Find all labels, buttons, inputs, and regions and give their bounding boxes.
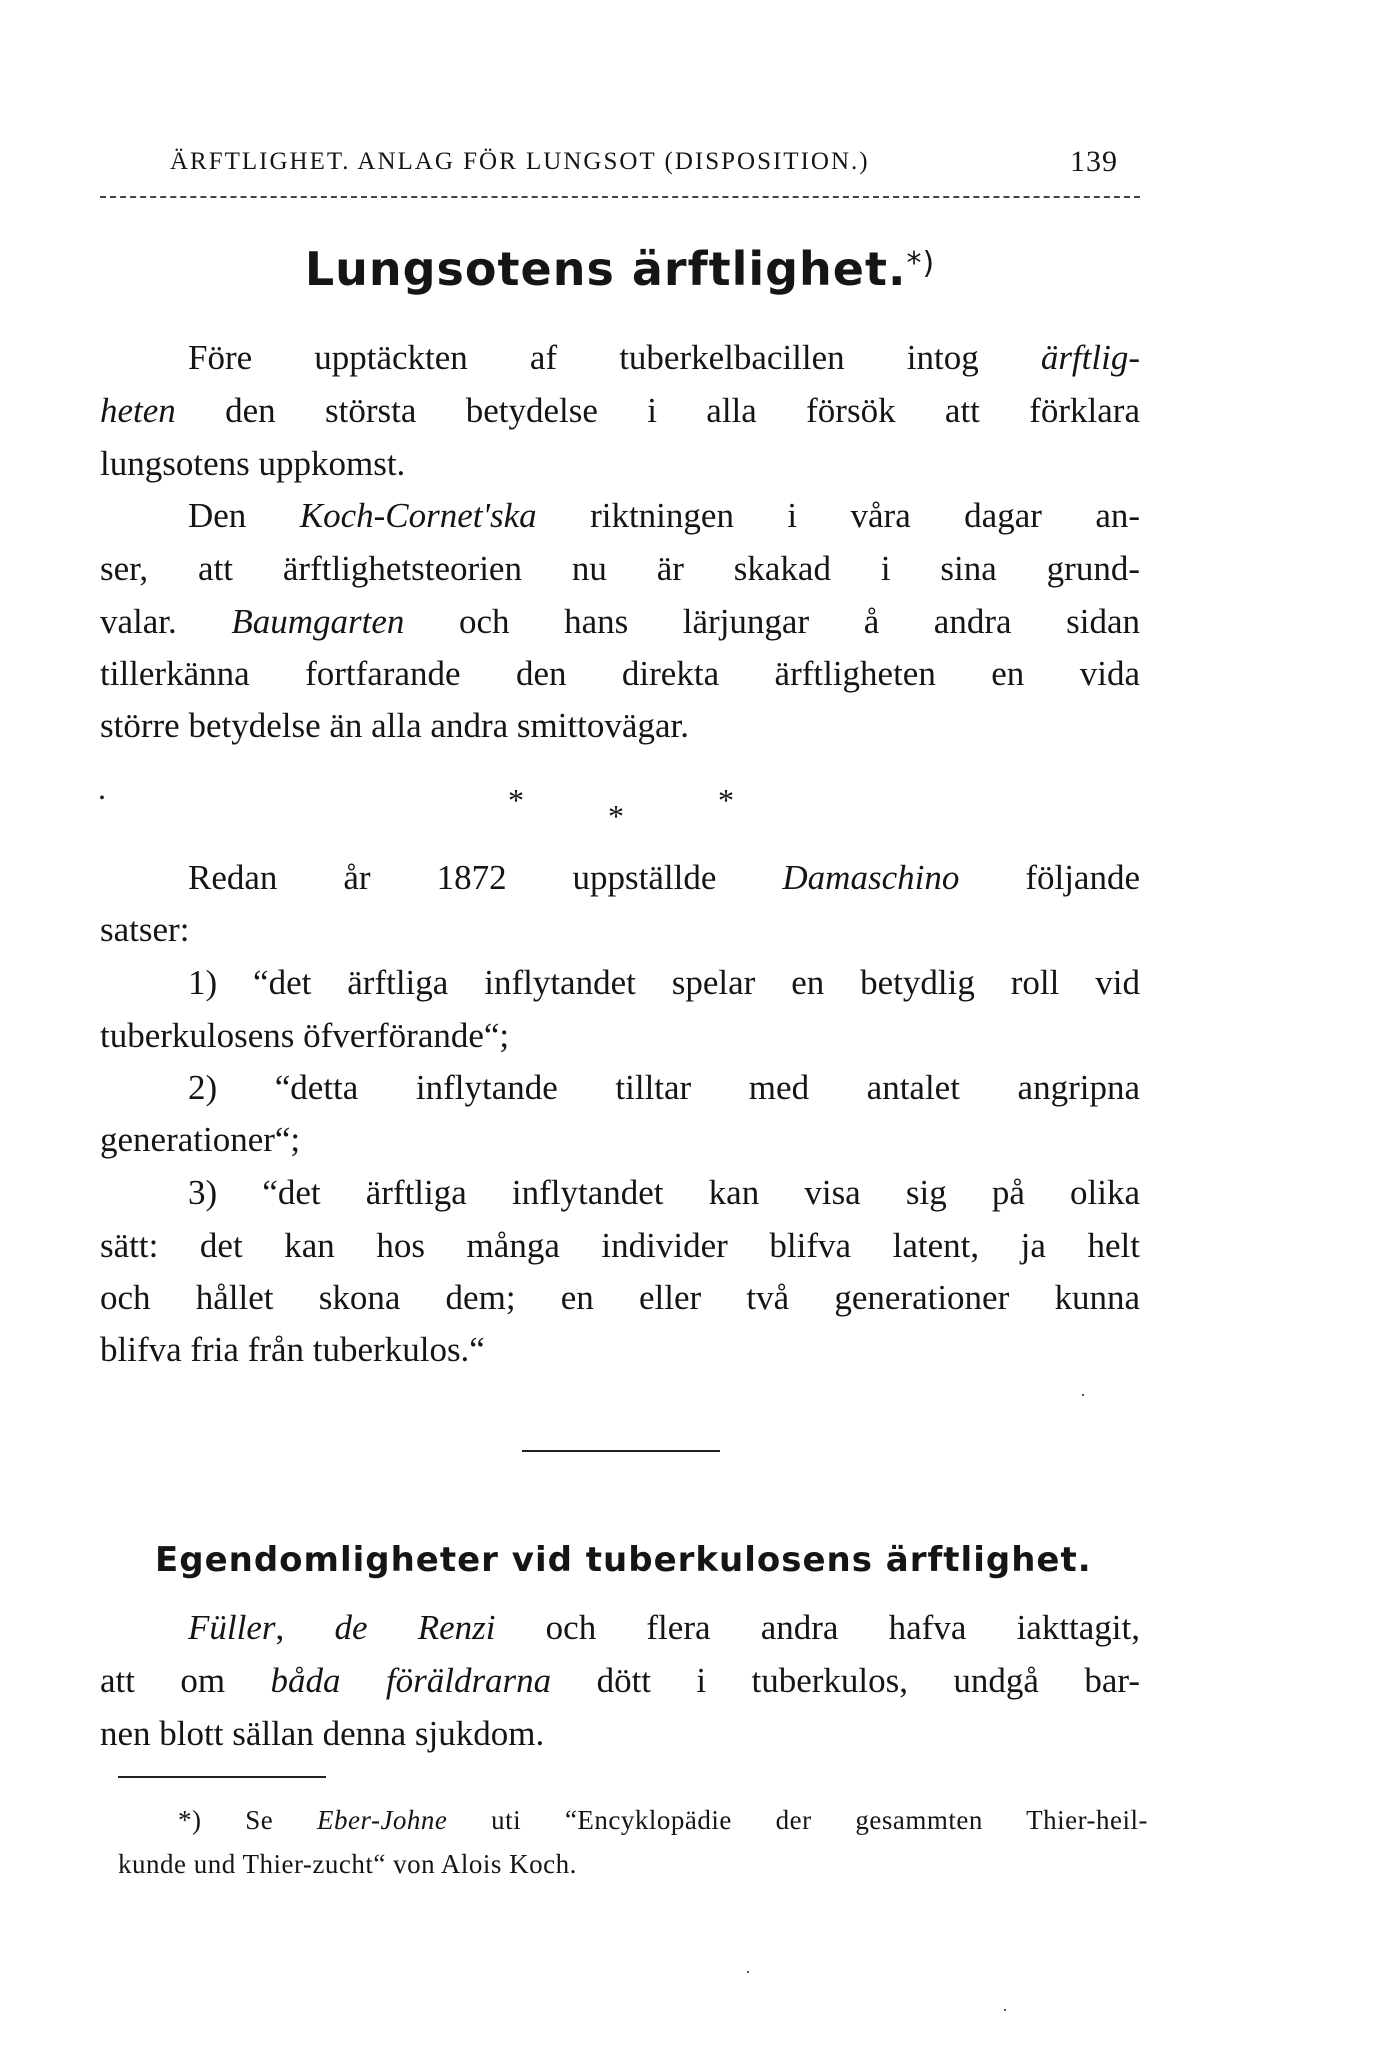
text-run: Den bbox=[188, 496, 300, 535]
text-line bbox=[100, 498, 1140, 533]
text-line bbox=[100, 1122, 1140, 1157]
footnote-mark: *) bbox=[178, 1805, 202, 1835]
text-run: ser, att ärftlighetsteorien nu är skakad i sina grund- bbox=[100, 549, 1140, 588]
section-title-egendomligheter: Egendomligheter vid tuberkulosens ärftlighet. bbox=[155, 1540, 1092, 1580]
text-line bbox=[100, 656, 1140, 691]
section-title-lungsotens bbox=[0, 242, 1240, 296]
text-line bbox=[100, 604, 1140, 639]
text-run: generationer“; bbox=[100, 1120, 301, 1159]
text-run: uti “Encyklopädie der gesammten Thier-heil- bbox=[447, 1805, 1148, 1835]
italic-term: ärftlig- bbox=[1040, 338, 1140, 377]
running-head bbox=[170, 145, 1170, 178]
text-run: nen blott sällan denna sjukdom. bbox=[100, 1714, 545, 1753]
text-run: lungsotens uppkomst. bbox=[100, 444, 406, 483]
asterism-star: * bbox=[608, 798, 624, 834]
footnote-line bbox=[118, 1805, 1148, 1836]
text-line bbox=[100, 708, 1140, 743]
text-run: riktningen i våra dagar an- bbox=[536, 496, 1141, 535]
text-run: att om bbox=[100, 1661, 271, 1700]
text-run: den största betydelse i alla försök att förklara bbox=[175, 391, 1140, 430]
header-rule bbox=[100, 196, 1140, 198]
text-run: Se bbox=[201, 1805, 318, 1835]
text-line bbox=[100, 1716, 1140, 1751]
text-run: 3) “det ärftliga inflytandet kan visa sig på olika bbox=[188, 1173, 1140, 1212]
text-run: tillerkänna fortfarande den direkta ärftligheten en vida bbox=[100, 654, 1140, 693]
list-item-1 bbox=[100, 965, 1140, 1000]
text-run: kunde und Thier-zucht“ von Alois Koch. bbox=[118, 1849, 577, 1879]
text-line bbox=[100, 1332, 1140, 1367]
italic-name: Koch-Cornet'ska bbox=[299, 496, 537, 535]
italic-term: båda föräldrarna bbox=[270, 1661, 552, 1700]
text-run: tuberkulosens öfverförande“; bbox=[100, 1016, 510, 1055]
section-divider bbox=[522, 1450, 720, 1452]
stray-dot: . bbox=[98, 770, 106, 806]
text-run: följande bbox=[959, 858, 1140, 897]
footnote-line bbox=[118, 1849, 1148, 1880]
text-run: och flera andra hafva iakttagit, bbox=[495, 1608, 1141, 1647]
text-run: och hållet skona dem; en eller två generationer kunna bbox=[100, 1278, 1140, 1317]
text-run: 2) “detta inflytande tilltar med antalet angripna bbox=[188, 1068, 1140, 1107]
text-line bbox=[100, 1228, 1140, 1263]
text-run: blifva fria från tuberkulos.“ bbox=[100, 1330, 485, 1369]
footnote-reference: *) bbox=[906, 246, 936, 281]
paper-speck: · bbox=[1002, 2000, 1008, 2020]
running-head-title: ÄRFTLIGHET. ANLAG FÖR LUNGSOT (DISPOSITION.) bbox=[170, 148, 870, 175]
text-run: större betydelse än alla andra smittovägar. bbox=[100, 706, 689, 745]
text-run: Redan år 1872 uppställde bbox=[188, 858, 783, 897]
paper-speck: · bbox=[1080, 1385, 1086, 1405]
text-run: , bbox=[275, 1608, 335, 1647]
page-number: 139 bbox=[1070, 145, 1118, 178]
text-run: dött i tuberkulos, undgå bar- bbox=[551, 1661, 1140, 1700]
list-item-3 bbox=[100, 1175, 1140, 1210]
asterism-star: * bbox=[718, 782, 734, 818]
text-line bbox=[100, 1663, 1140, 1698]
text-line bbox=[100, 340, 1140, 375]
text-run: och hans lärjungar å andra sidan bbox=[404, 602, 1140, 641]
text-run: sätt: det kan hos många individer blifva latent, ja helt bbox=[100, 1226, 1140, 1265]
text-line bbox=[100, 446, 1140, 481]
text-run: satser: bbox=[100, 910, 190, 949]
text-line bbox=[100, 551, 1140, 586]
text-line bbox=[100, 860, 1140, 895]
text-run: Före upptäckten af tuberkelbacillen intog bbox=[188, 338, 1041, 377]
italic-name: Baumgarten bbox=[231, 602, 405, 641]
asterism-star: * bbox=[508, 782, 524, 818]
italic-name: Eber-Johne bbox=[317, 1805, 448, 1835]
text-line bbox=[100, 393, 1140, 428]
text-line bbox=[100, 912, 1140, 947]
footnote-rule bbox=[118, 1776, 326, 1778]
italic-name: de Renzi bbox=[334, 1608, 496, 1647]
text-line bbox=[100, 1018, 1140, 1053]
list-item-2 bbox=[100, 1070, 1140, 1105]
text-line bbox=[100, 1280, 1140, 1315]
italic-name: Damaschino bbox=[782, 858, 960, 897]
section-title-text: Lungsotens ärftlighet. bbox=[304, 242, 907, 296]
italic-name: Füller bbox=[188, 1608, 276, 1647]
paper-speck: · bbox=[745, 1962, 751, 1982]
text-line bbox=[100, 1610, 1140, 1645]
text-run: 1) “det ärftliga inflytandet spelar en betydlig roll vid bbox=[188, 963, 1140, 1002]
text-run: valar. bbox=[100, 602, 232, 641]
italic-term: heten bbox=[100, 391, 176, 430]
